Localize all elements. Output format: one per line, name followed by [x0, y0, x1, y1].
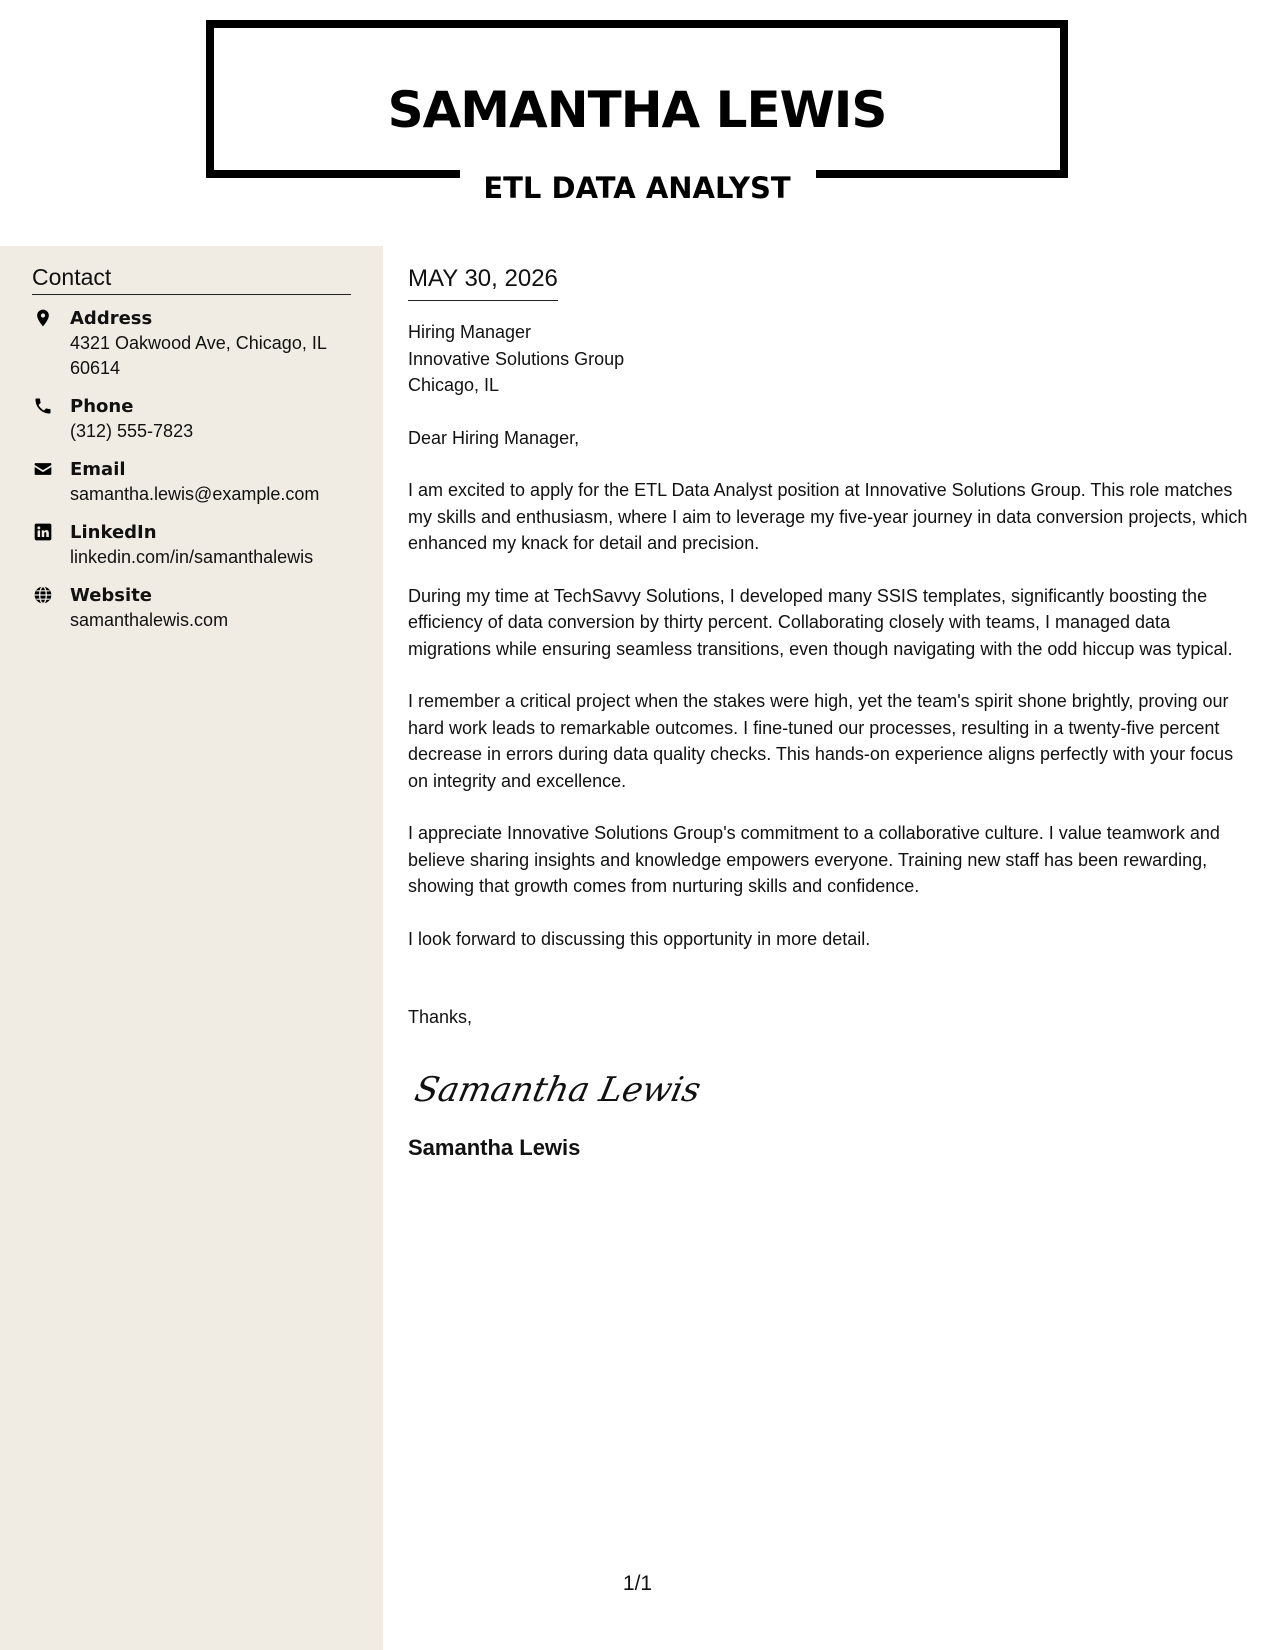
- email-value: samantha.lewis@example.com: [70, 484, 320, 504]
- contact-item-website: [32, 583, 362, 633]
- linkedin-icon: [33, 522, 53, 542]
- contact-list: [32, 306, 362, 646]
- letter-paragraph: I appreciate Innovative Solutions Group's commitment to a collaborative culture. I value teamwork and believe sharing insights and knowledge empowers everyone. Training new staff has been rewarding, showing that growth comes from nurturing skills and confidence.: [408, 823, 1220, 896]
- contact-item-linkedin: [32, 520, 362, 570]
- linkedin-value: linkedin.com/in/samanthalewis: [70, 547, 314, 567]
- contact-sidebar: [0, 246, 383, 1650]
- contact-label: Website: [70, 585, 153, 606]
- letter-body: [408, 262, 1248, 1163]
- phone-icon: [33, 396, 53, 416]
- page-number: 1/1: [622, 1572, 653, 1595]
- contact-label: Phone: [70, 396, 134, 417]
- closing: Thanks,: [408, 1007, 473, 1027]
- signature: [408, 1059, 705, 1119]
- contact-label: LinkedIn: [70, 522, 157, 543]
- signature-text: Samantha Lewis: [411, 1069, 705, 1110]
- letter-paragraph: I look forward to discussing this opportunity in more detail.: [408, 928, 871, 949]
- letter-paragraph: During my time at TechSavvy Solutions, I developed many SSIS templates, significantly boosting the efficiency of data conversion by thirty percent. Collaborating closely with teams, I managed data migrations while ensuring seamless transitions, even though navigating with the odd hiccup was typical.: [408, 585, 1233, 659]
- phone-value: (312) 555-7823: [70, 421, 194, 441]
- job-title: ETL DATA ANALYST: [483, 171, 791, 205]
- header: [206, 20, 1068, 205]
- letter-paragraph: I am excited to apply for the ETL Data Analyst position at Innovative Solutions Group. This role matches my skills and enthusiasm, where I aim to leverage my five-year journey in data conversion projects, which enhanced my knack for detail and precision.: [408, 480, 1248, 553]
- contact-heading: Contact: [32, 262, 351, 295]
- greeting: Dear Hiring Manager,: [408, 427, 580, 448]
- globe-icon: [33, 585, 53, 605]
- contact-item-email: [32, 457, 362, 507]
- candidate-name: SAMANTHA LEWIS: [387, 81, 887, 139]
- recipient-line: Chicago, IL: [408, 375, 500, 395]
- website-value: samanthalewis.com: [70, 610, 229, 630]
- contact-item-phone: [32, 394, 362, 444]
- recipient-line: Hiring Manager: [408, 322, 532, 342]
- recipient-block: [408, 319, 1248, 399]
- contact-item-address: [32, 306, 362, 381]
- contact-label: Address: [70, 308, 153, 329]
- map-pin-icon: [33, 308, 53, 328]
- address-value: 4321 Oakwood Ave, Chicago, IL 60614: [70, 333, 327, 378]
- letter-paragraph: I remember a critical project when the stakes were high, yet the team's spirit shone brightly, proving our hard work leads to remarkable outcomes. I fine-tuned our processes, resulting in a twenty-five percent decrease in errors during data quality checks. This hands-on experience aligns perfectly with your focus on integrity and excellence.: [408, 691, 1234, 791]
- envelope-icon: [33, 459, 53, 479]
- letter-date: MAY 30, 2026: [408, 262, 558, 301]
- contact-label: Email: [70, 459, 126, 480]
- recipient-line: Innovative Solutions Group: [408, 348, 625, 369]
- signer-name: Samantha Lewis: [408, 1134, 581, 1160]
